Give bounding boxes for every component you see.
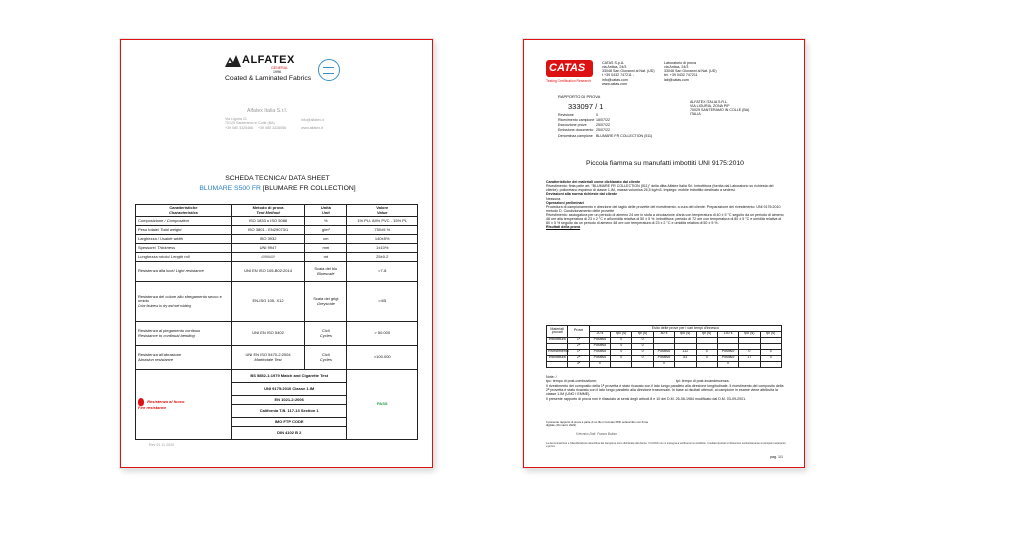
- cell: 0: [632, 343, 653, 349]
- section-text: Procedura di campionamento e direzione del taglio delle provette del rivestimento: a cura del cliente. Preparazione del rivestimento: UNI 9176:2010 metodo D. Condizionamento delle provette: [546, 204, 781, 213]
- cell: 0: [739, 349, 760, 355]
- fire-standard: IMO FTP CODE: [231, 418, 347, 427]
- address-line2: 70125 Santeramo in Colle (BA): [225, 121, 275, 125]
- test-report-page: [523, 39, 805, 468]
- row-method: ISO 3801 - EN29073/1: [231, 226, 304, 235]
- cell: x: [653, 361, 674, 367]
- fire-standard: EN 1021-2:2006: [231, 396, 347, 405]
- row-method: UNI EN ISO 5402: [231, 322, 304, 346]
- cell: [632, 361, 653, 367]
- row-label: Larghezza / Usable width: [136, 235, 232, 244]
- section-text: Il rivestimento del composito della 1ª provetta è stato ricavato con il lato lungo parallelo alla direzione longitudinale. Il rivestimento del composito della 2ª provetta è stato ricavato con il lato lungo parallelo alla direzione trasversale. In base ai risultati ottenuti, al campione in esame viene attribuita la classe 1.IM (UNO I EMME).: [546, 384, 784, 397]
- row-label: Resistenza all'abrasione Abrasion resistance: [136, 346, 232, 370]
- cell: Imbottitura: [547, 355, 568, 361]
- header-cell: Valore Value: [347, 205, 418, 217]
- cell: 0: [611, 349, 632, 355]
- brand-name: ALFATEX: [242, 54, 295, 66]
- cell: Positivo: [589, 343, 610, 349]
- cell: 1ª: [568, 349, 589, 355]
- row-method: UNI EN ISO 105-B02:2014: [231, 262, 304, 282]
- cell: 0: [632, 349, 653, 355]
- row-value: 1±10%: [347, 244, 418, 253]
- report-meta: Revisione 0 Ricevimento campione 18/07/22 Esecuzione prove 25/07/22 Emissione documento 25/07/22 Denominaz.campione BLUMARE FR COLLECTION (511): [558, 113, 653, 138]
- row-unit: Scala dei grigi Greyscale: [305, 282, 347, 322]
- cell: [739, 361, 760, 367]
- section-heading: Operazioni preliminari: [546, 200, 584, 205]
- fire-standard: UNI 9175:2010 Classe 1.IM: [231, 383, 347, 396]
- report-label: RAPPORTO DI PROVA: [558, 94, 601, 99]
- fire-standard: DIN 4102 B 2: [231, 427, 347, 440]
- cell: 0: [696, 355, 717, 361]
- product-collection: [BLUMARE FR COLLECTION]: [262, 185, 356, 192]
- row-label: Composizione / Composition: [136, 217, 232, 226]
- catas-address: CATAS S.p.A. via Antica, 24/3 33048 San Giovanni al Nat. (UD) t +39 0432 747211 - info@catas.com www.catas.com: [602, 61, 655, 86]
- cell: x: [717, 361, 738, 367]
- cell: 0: [760, 355, 781, 361]
- cell: Imbottitura: [547, 337, 568, 343]
- header-cell: tpi (s): [696, 331, 717, 337]
- row-unit: mm: [305, 244, 347, 253]
- section-heading: Deviazioni alla norma richieste dal cliente: [546, 192, 618, 197]
- cell: Positivo: [589, 355, 610, 361]
- row-value: 1% PU- 84% PVC - 15% PL: [347, 217, 418, 226]
- header-cell: tpc (s): [675, 331, 696, 337]
- row-method: EN-ISO 105- X12: [231, 282, 304, 322]
- fire-standard: BS 5852-1:1979 Match and Cigarette Test: [231, 370, 347, 383]
- page-number: pag. 1/1: [770, 455, 783, 459]
- header-cell: 80 s: [653, 331, 674, 337]
- row-unit: cm: [305, 235, 347, 244]
- disclaimer: La denominazione e l'identificazione descrittiva del campione sono dichiarate dal cliente. Il CATAS non si impegna a verificarne la veridicità. I risultati riportati si riferiscono esclusivamente ai campioni sottoposti a prova.: [546, 442, 786, 448]
- cell: Positivo: [589, 337, 610, 343]
- row-method: UNI EN ISO 5470-2:2004 Martindale Test: [231, 346, 304, 370]
- header-cell: 20 s: [589, 331, 610, 337]
- alfatex-logo-icon: [225, 54, 241, 68]
- cell: x: [589, 361, 610, 367]
- signature-note: Il presente rapporto di prova è parte di un file in formato PDF sottoscritto con firma digitale (16 marzo 2022).: [546, 420, 648, 428]
- phone-1: +39 080 3326466: [225, 126, 254, 130]
- cell: Positivo: [653, 355, 674, 361]
- section-text: Nessuna.: [546, 196, 562, 201]
- fire-row: [136, 370, 418, 383]
- product-line: [121, 185, 433, 192]
- row-method: ISO 1833 o ISO 5088: [231, 217, 304, 226]
- header-cell: Caratteristiche Characteristics: [136, 205, 232, 217]
- row-method: ////////////: [231, 253, 304, 262]
- fire-result: PASS: [347, 370, 418, 440]
- header-cell: tpi (s): [632, 331, 653, 337]
- cell: 1ª: [568, 337, 589, 343]
- cell: [547, 361, 568, 367]
- cell: Positivo: [589, 349, 610, 355]
- cell: Rivestimento: [548, 349, 569, 354]
- cell: [675, 361, 696, 367]
- tpc-legend: tpc: tempo di post-combustione;: [546, 379, 597, 384]
- report-title: Piccola fiamma su manufatti imbottiti UNI 9175:2010: [586, 160, 744, 167]
- row-value: 25±0.2: [347, 253, 418, 262]
- phone-2: +39 080 3328056: [258, 126, 287, 130]
- cell: Positivo: [653, 349, 674, 355]
- web-text: www.alfatex.it: [301, 126, 323, 130]
- header-cell: Prove: [568, 326, 589, 338]
- table-row: [547, 361, 782, 367]
- legend-line: [546, 379, 786, 384]
- section-text: Rivestimento: finta pelle art. "BLUMARE FR COLLECTION (511)" della ditta Alfatex Italia Srl. Imbottitura (fornita dal Laboratorio su richiesta del cliente): poliuretano espanso di classe 1.IM, massa volumica 26,5 kg/m3. Impiego: mobile imbottito destinato a sedersi.: [546, 184, 774, 193]
- row-label: Lunghezza rotolo/ Length roll: [136, 253, 232, 262]
- row-label: Peso totale/ Total weight: [136, 226, 232, 235]
- cell: 2ª: [568, 355, 589, 361]
- cell: 0: [611, 343, 632, 349]
- cell: 81: [675, 355, 696, 361]
- row-value: 750±5 %: [347, 226, 418, 235]
- row-value: >100.000: [347, 346, 418, 370]
- sheet-title: SCHEDA TECNICA/ DATA SHEET: [225, 175, 330, 182]
- row-method: ISO 3932: [231, 235, 304, 244]
- signatory: Il tecnico Dott. Franco Bulian: [576, 432, 617, 436]
- notes-label: Note: /: [546, 375, 557, 379]
- report-notes: [546, 375, 786, 401]
- address-line1: Via Liguria 21: [225, 117, 247, 121]
- table-row: [136, 253, 418, 262]
- cell: 0: [611, 337, 632, 343]
- cell: 2ª: [568, 343, 589, 349]
- row-label: Resistenza al piegamento continuo Resistance to continual bending: [136, 322, 232, 346]
- cell: 0: [760, 349, 781, 355]
- company-name: Alfatex Italia S.r.l.: [247, 108, 288, 114]
- row-value: 140±5%: [347, 235, 418, 244]
- row-unit: mt: [305, 253, 347, 262]
- cell: 3ª: [568, 361, 589, 367]
- row-value: >4/5: [347, 282, 418, 322]
- catas-logo: CATAS: [549, 62, 586, 74]
- table-row: [136, 346, 418, 370]
- cell: Positivo: [717, 349, 738, 355]
- report-body: [546, 180, 786, 230]
- row-value: > 50.000: [347, 322, 418, 346]
- table-row: [136, 244, 418, 253]
- table-row: [136, 262, 418, 282]
- cell: 112: [675, 349, 696, 355]
- catas-tagline: Testing Certification Research: [546, 79, 592, 83]
- results-table: [546, 325, 782, 368]
- section-text: Il presente rapporto di prova non è rilasciato ai sensi degli articoli 8 e 10 del D.M. 26-06-1984 modificato dal D.M. 03-09-2001.: [546, 396, 747, 401]
- table-row: [136, 235, 418, 244]
- email-text: info@alfatex.it: [301, 118, 324, 122]
- row-unit: Cicli Cycles: [305, 346, 347, 370]
- header-cell: Unità Unit: [305, 205, 347, 217]
- header-cell: 140 s: [717, 331, 738, 337]
- cell: Positivo: [717, 355, 738, 361]
- header-cell: tpc (s): [739, 331, 760, 337]
- row-label: Resistenza del colore allo sfregamento secco e umido Color fastness to dry and wet rubbing: [136, 282, 232, 322]
- row-unit: %: [305, 217, 347, 226]
- product-name: BLUMARE S500 FR: [199, 185, 261, 192]
- section-text: Rivestimento: asciugatura per un periodo di almeno 24 ore in stufa a circolazione d'aria con temperatura di 40 ± 5 °C seguito da un periodo di almeno 48 ore alla temperatura di 23 ± 2 °C e all'umidità relativa di 50 ± 5 %. Imbottitura: periodo di 72 ore con temperatura di 80 ± 5 °C e umidità relativa di 80 ± 5 % seguito da un periodo di almeno 48 ore con temperatura di 23 ± 2 °C e umidità relativa di 50 ± 5 %.: [546, 213, 784, 226]
- row-unit: g/m²: [305, 226, 347, 235]
- brand-year: 1996: [273, 70, 281, 74]
- fire-standard: California T.B. 117-13 Section 1: [231, 405, 347, 418]
- section-heading: Caratteristiche dei materiali come dichiarato dal cliente: [546, 180, 641, 184]
- fire-resistance-label: Resistenza al fuoco Fire resistance: [136, 370, 232, 440]
- datasheet-page: [120, 39, 433, 468]
- row-label: Resistenza alla luce/ Light resistance: [136, 262, 232, 282]
- row-unit: Scala dei blu Bluescale: [305, 262, 347, 282]
- section-heading: Risultati della prova: [546, 225, 581, 230]
- table-row: [136, 282, 418, 322]
- lab-address: Laboratorio di prova via Antica, 24/3 33048 San Giovanni al Nat. (UD) tel. +39 0432 747211 lab@catas.com: [664, 61, 717, 82]
- client-address: ALFATEX ITALIA S.R.L. VIA LIGURIA, ZONA PIP 70029 SANTERAMO IN COLLE (BA) ITALIA: [690, 100, 750, 117]
- table-header-row: [136, 205, 418, 217]
- cell: [696, 361, 717, 367]
- header-cell: tpi (s): [760, 331, 781, 337]
- table-row: [136, 322, 418, 346]
- row-label: Spessore/ Thickness: [136, 244, 232, 253]
- table-row: [136, 226, 418, 235]
- header-cell: tpc (s): [611, 331, 632, 337]
- cell: 0: [611, 355, 632, 361]
- row-value: >7-8: [347, 262, 418, 282]
- cell: [611, 361, 632, 367]
- revision-footer: Rev 01 11 2020: [149, 443, 175, 447]
- tpi-legend: tpi: tempo di post-incandescenza.: [676, 379, 730, 384]
- cell: 0: [632, 337, 653, 343]
- header-cell: Esito delle prove per i vari tempi d'innesco: [589, 326, 781, 332]
- cell: 0: [632, 355, 653, 361]
- datasheet-table: [135, 204, 418, 440]
- cell: [760, 361, 781, 367]
- header-cell: Materiali provati: [547, 326, 568, 338]
- cell: 0: [696, 349, 717, 355]
- row-unit: Cicli Cycles: [305, 322, 347, 346]
- row-method: UNI 9947: [231, 244, 304, 253]
- table-row: [136, 217, 418, 226]
- certification-badge-icon: [318, 59, 340, 81]
- header-cell: Metodo di prova Test Method: [231, 205, 304, 217]
- tagline: Coated & Laminated Fabrics: [225, 75, 312, 82]
- brand-sub: GENERAL: [271, 66, 289, 70]
- report-number: 333097 / 1: [568, 102, 604, 111]
- cell: 17: [739, 355, 760, 361]
